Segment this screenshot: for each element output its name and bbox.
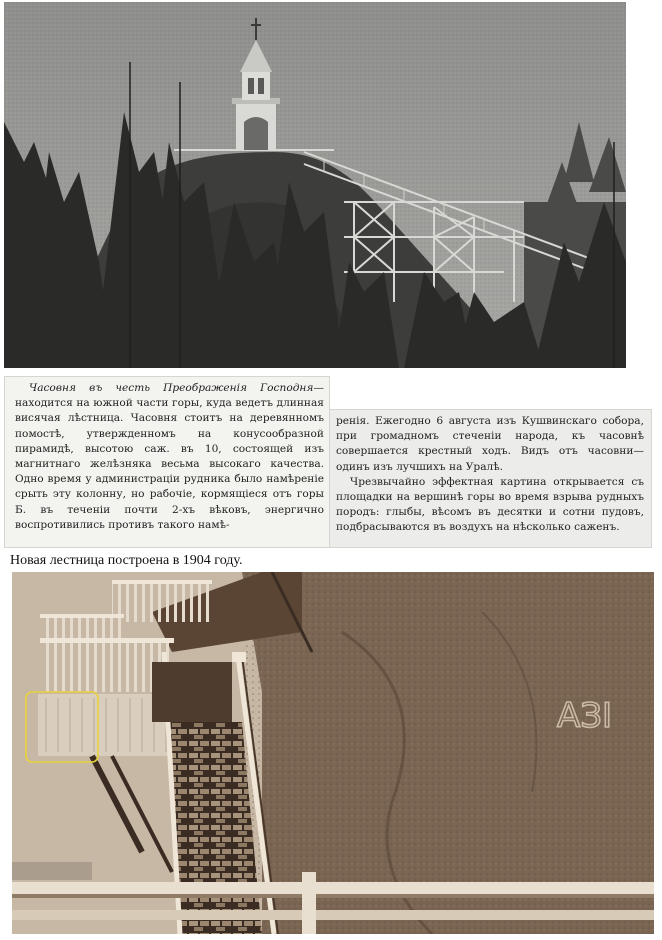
photo-caption: Новая лестница построена в 1904 году. [10,553,243,568]
article-paragraph-1 [15,381,324,533]
article-title: Часовня въ честь Преображенія Господня [29,382,314,394]
rock-inscription: АЗI [557,696,613,736]
chapel-engraving-photo [4,2,626,368]
article-right-paragraph-2: Чрезвычайно эффектная картина открывается съ площадки на вершинѣ горы во время взрыва рудныхъ породъ: глыбы, вѣсомъ въ десятки и сотни пудовъ, подбрасываются въ воздухъ на нѣсколько саженъ. [336,475,644,534]
chapel-engraving-drawing [4,2,626,368]
article-text-right [330,409,652,548]
staircase-sepia-photo [12,572,654,934]
staircase-sepia-drawing [12,572,654,934]
article-text-left [4,376,330,548]
article-left-text: —находится на южной части горы, куда ведетъ длинная висячая лѣстница. Часовня стоитъ на деревянномъ помостѣ, утвержденномъ на конусообразной пирамидѣ, высотою саж. въ 10, состоящей изъ магнитнаго желѣзняка весьма высокаго качества. Одно время у администраціи рудника было намѣреніе срыть эту колонну, но рабочіе, кормящіеся отъ горы Б. въ теченіи почти 2-хъ вѣковъ, энергично воспротивились противъ такого намѣ- [15,382,324,531]
article-right-paragraph-1: ренія. Ежегодно 6 августа изъ Кушвинскаго собора, при громадномъ стеченіи народа, къ часовнѣ совершается крестный ходъ. Видъ отъ часовни—одинъ изъ лучшихъ на Уралѣ. [336,415,644,473]
